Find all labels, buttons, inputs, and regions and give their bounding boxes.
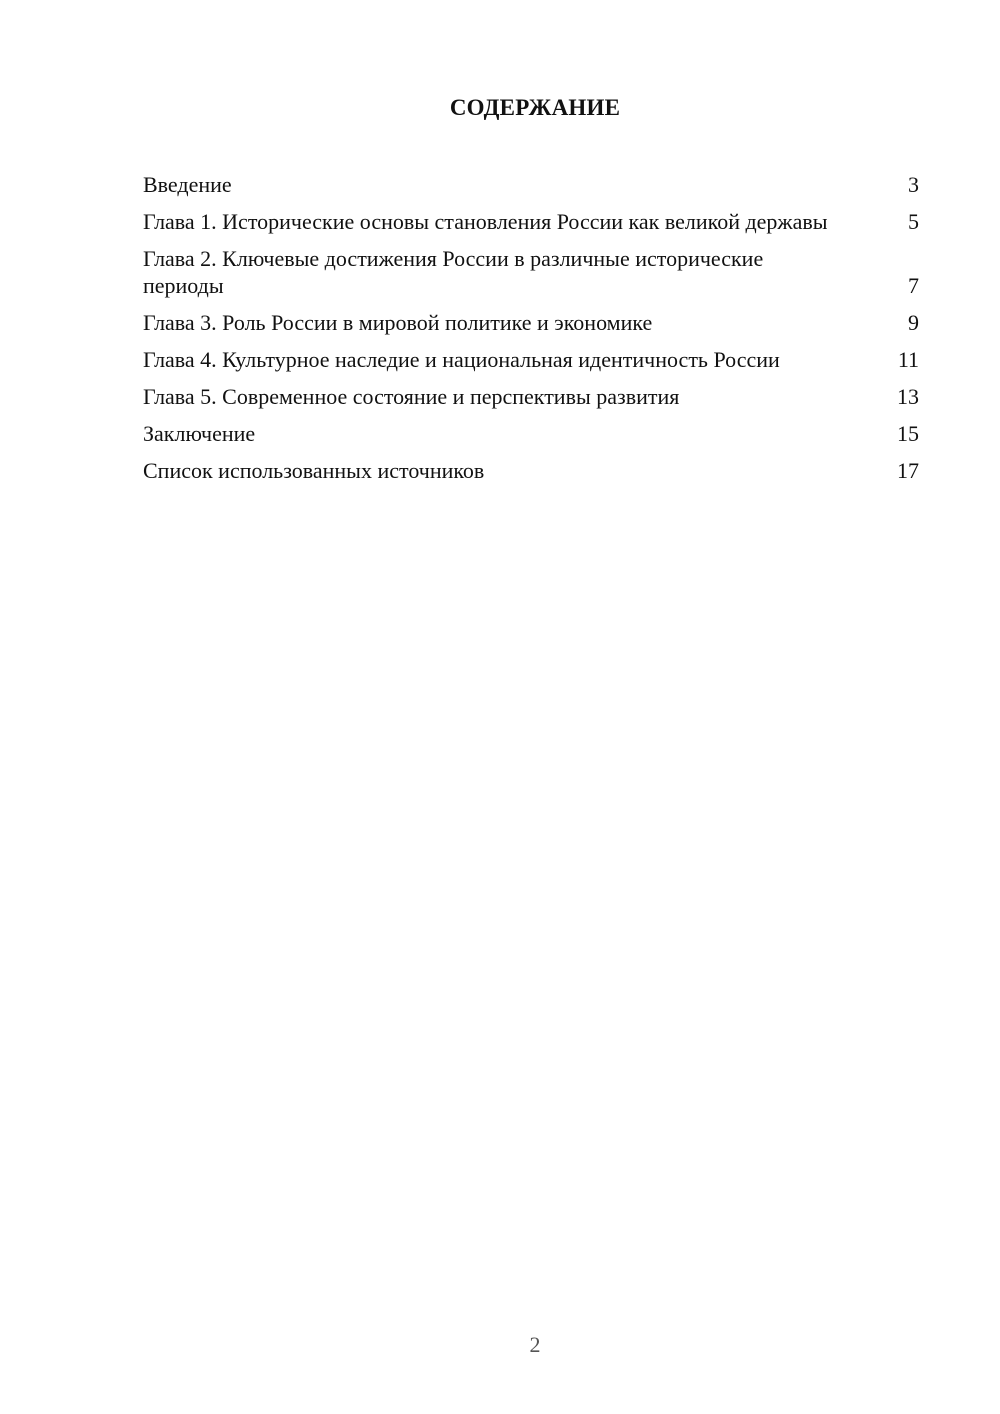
page-title: СОДЕРЖАНИЕ xyxy=(449,95,621,120)
toc-entry-page: 17 xyxy=(897,458,919,483)
toc-entry-title: Глава 5. Современное состояние и перспективы развития xyxy=(143,384,680,409)
toc-entry-conclusion xyxy=(143,420,919,447)
toc-entry-page: 7 xyxy=(908,273,919,298)
toc-entry-references xyxy=(143,457,919,484)
toc-entry-title: Глава 4. Культурное наследие и национальная идентичность России xyxy=(143,347,780,372)
toc-entry-title: Глава 2. Ключевые достижения России в различные исторические периоды xyxy=(143,246,764,298)
toc-entry-title: Глава 3. Роль России в мировой политике и экономике xyxy=(143,310,653,335)
toc-entry-chapter-4 xyxy=(143,346,919,373)
toc-entry-page: 13 xyxy=(897,384,919,409)
toc-entry-chapter-3 xyxy=(143,309,919,336)
toc-entry-page: 15 xyxy=(897,421,919,446)
toc-entry-chapter-1 xyxy=(143,208,919,235)
toc-entry-chapter-5 xyxy=(143,383,919,410)
toc-entry-page: 9 xyxy=(908,310,919,335)
toc-entry-title: Заключение xyxy=(143,421,256,446)
toc-entry-introduction xyxy=(143,171,919,198)
toc-entry-title: Глава 1. Исторические основы становления России как великой державы xyxy=(143,209,828,234)
toc-entry-page: 5 xyxy=(908,209,919,234)
table-of-contents xyxy=(143,171,919,494)
toc-entry-title: Список использованных источников xyxy=(143,458,485,483)
toc-entry-title: Введение xyxy=(143,172,232,197)
toc-entry-chapter-2 xyxy=(143,245,919,299)
page-number: 2 xyxy=(529,1332,541,1357)
toc-entry-page: 3 xyxy=(908,172,919,197)
toc-entry-page: 11 xyxy=(897,347,919,372)
